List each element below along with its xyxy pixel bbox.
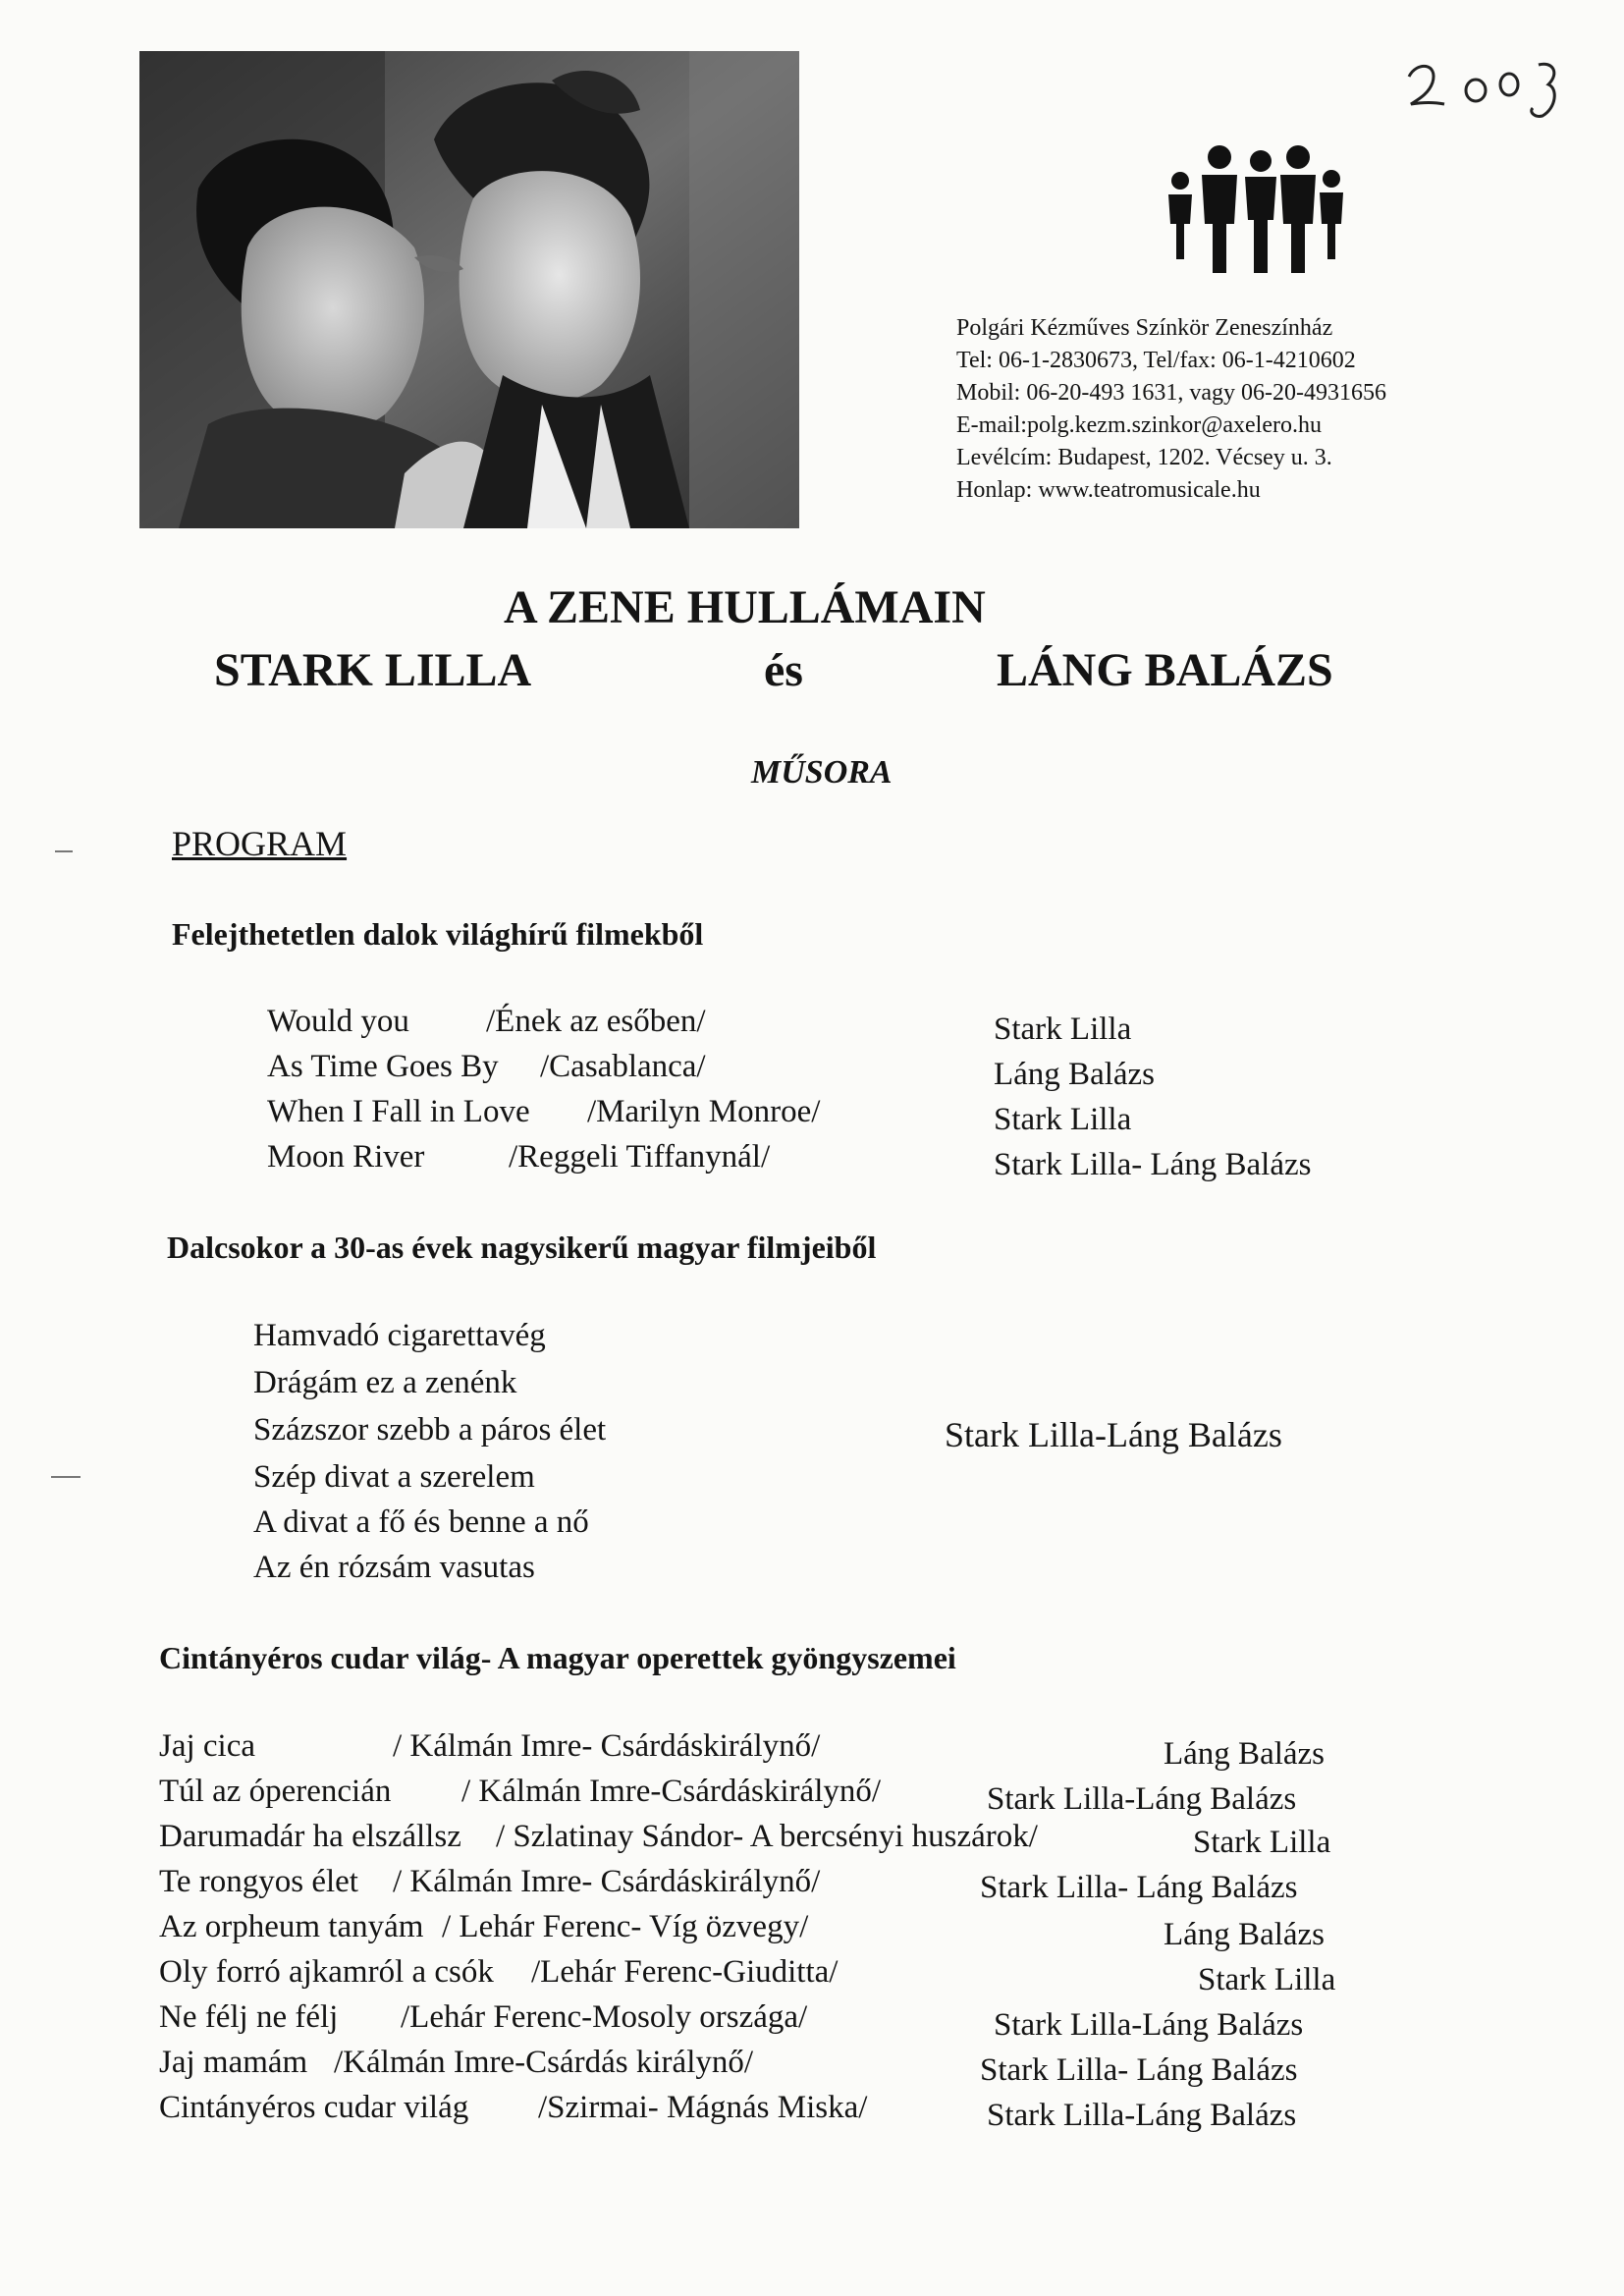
song-source: /Casablanca/ <box>540 1049 706 1084</box>
program-heading: PROGRAM <box>172 824 348 863</box>
medley-song: Szép divat a szerelem <box>253 1459 535 1495</box>
postal-address: Levélcím: Budapest, 1202. Vécsey u. 3. <box>956 445 1332 470</box>
operetta-song: Az orpheum tanyám <box>159 1909 424 1944</box>
operetta-source: /Szirmai- Mágnás Miska/ <box>538 2090 868 2125</box>
performers-photo <box>139 51 799 528</box>
handwritten-year <box>1399 39 1566 128</box>
medley-song: A divat a fő és benne a nő <box>253 1504 589 1540</box>
margin-mark <box>51 1476 81 1478</box>
operetta-song: Túl az óperencián <box>159 1774 392 1809</box>
telephone: Tel: 06-1-2830673, Tel/fax: 06-1-4210602 <box>956 348 1356 373</box>
operetta-performer: Láng Balázs <box>1164 1736 1326 1772</box>
operetta-source: / Kálmán Imre- Csárdáskirálynő/ <box>393 1864 821 1899</box>
operetta-song: Jaj mamám <box>159 2045 308 2080</box>
homepage: Honlap: www.teatromusicale.hu <box>956 477 1261 503</box>
operetta-song: Darumadár ha elszállsz <box>159 1819 461 1854</box>
operetta-source: /Lehár Ferenc-Mosoly országa/ <box>401 1999 808 2035</box>
operetta-source: / Szlatinay Sándor- A bercsényi huszárok/ <box>496 1819 1038 1854</box>
operetta-source: /Kálmán Imre-Csárdás királynő/ <box>334 2045 754 2080</box>
subtitle: MŰSORA <box>751 754 893 791</box>
operetta-song: Jaj cica <box>159 1728 256 1764</box>
mobile: Mobil: 06-20-493 1631, vagy 06-20-4931656 <box>956 380 1386 406</box>
song-performer: Stark Lilla- Láng Balázs <box>994 1147 1312 1182</box>
operetta-performer: Láng Balázs <box>1164 1917 1326 1952</box>
performer-name-2: LÁNG BALÁZS <box>997 644 1333 696</box>
operetta-performer: Stark Lilla <box>1193 1825 1331 1860</box>
operetta-song: Ne félj ne félj <box>159 1999 339 2035</box>
medley-song: Drágám ez a zenénk <box>253 1365 517 1400</box>
song-source: /Ének az esőben/ <box>486 1004 706 1039</box>
medley-performer: Stark Lilla-Láng Balázs <box>945 1415 1282 1454</box>
title-conjunction: és <box>764 644 803 696</box>
medley-song: Hamvadó cigarettavég <box>253 1318 546 1353</box>
section-heading: Felejthetetlen dalok világhírű filmekből <box>172 916 704 952</box>
operetta-performer: Stark Lilla-Láng Balázs <box>994 2007 1304 2043</box>
operetta-source: / Lehár Ferenc- Víg özvegy/ <box>442 1909 809 1944</box>
song-performer: Stark Lilla <box>994 1011 1132 1047</box>
operetta-performer: Stark Lilla-Láng Balázs <box>987 2098 1297 2133</box>
operetta-song: Oly forró ajkamról a csók <box>159 1954 494 1990</box>
operetta-song: Te rongyos élet <box>159 1864 358 1899</box>
operetta-performer: Stark Lilla- Láng Balázs <box>980 1870 1298 1905</box>
medley-song: Az én rózsám vasutas <box>253 1550 535 1585</box>
song-title: Would you <box>267 1004 409 1039</box>
medley-song: Százszor szebb a páros élet <box>253 1412 607 1448</box>
section-heading: Dalcsokor a 30-as évek nagysikerű magyar filmjeiből <box>167 1230 877 1265</box>
operetta-source: / Kálmán Imre-Csárdáskirálynő/ <box>461 1774 882 1809</box>
song-performer: Stark Lilla <box>994 1102 1132 1137</box>
song-source: /Reggeli Tiffanynál/ <box>509 1139 771 1175</box>
song-title: Moon River <box>267 1139 425 1175</box>
email: E-mail:polg.kezm.szinkor@axelero.hu <box>956 412 1322 438</box>
organization-name: Polgári Kézműves Színkör Zeneszínház <box>956 315 1333 341</box>
performer-name-1: STARK LILLA <box>214 644 532 696</box>
page-title: A ZENE HULLÁMAIN <box>504 581 986 633</box>
song-title: As Time Goes By <box>267 1049 499 1084</box>
song-title: When I Fall in Love <box>267 1094 530 1129</box>
song-source: /Marilyn Monroe/ <box>587 1094 821 1129</box>
operetta-song: Cintányéros cudar világ <box>159 2090 469 2125</box>
operetta-performer: Stark Lilla- Láng Balázs <box>980 2052 1298 2088</box>
section-heading: Cintányéros cudar világ- A magyar operettek gyöngyszemei <box>159 1640 956 1675</box>
family-logo-icon <box>1159 139 1345 277</box>
operetta-performer: Stark Lilla <box>1198 1962 1336 1997</box>
song-performer: Láng Balázs <box>994 1057 1156 1092</box>
operetta-performer: Stark Lilla-Láng Balázs <box>987 1781 1297 1817</box>
margin-mark <box>55 850 73 852</box>
operetta-source: / Kálmán Imre- Csárdáskirálynő/ <box>393 1728 821 1764</box>
operetta-source: /Lehár Ferenc-Giuditta/ <box>531 1954 839 1990</box>
